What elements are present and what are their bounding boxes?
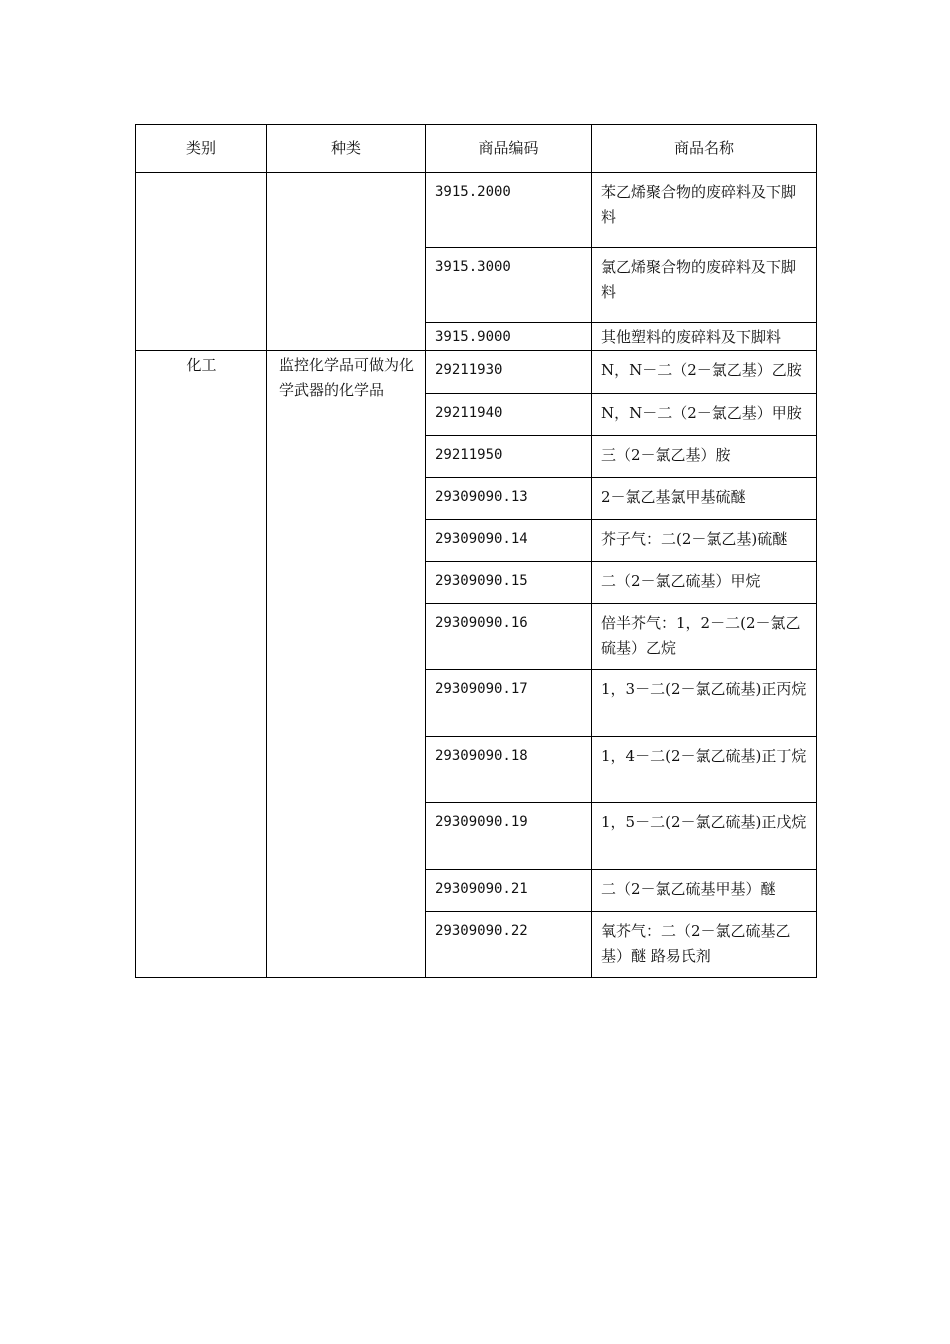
code-cell: 29309090.14 bbox=[426, 520, 592, 562]
code-cell: 29211950 bbox=[426, 436, 592, 478]
name-cell: 芥子气：二(2－氯乙基)硫醚 bbox=[592, 520, 817, 562]
header-category: 类别 bbox=[136, 125, 267, 173]
code-cell: 3915.2000 bbox=[426, 173, 592, 248]
name-cell: 2－氯乙基氯甲基硫醚 bbox=[592, 478, 817, 520]
code-cell: 29309090.18 bbox=[426, 737, 592, 803]
code-cell: 29309090.22 bbox=[426, 912, 592, 978]
name-cell: 1，4－二(2－氯乙硫基)正丁烷 bbox=[592, 737, 817, 803]
table-row bbox=[136, 173, 817, 248]
header-code: 商品编码 bbox=[426, 125, 592, 173]
name-cell: 1，5－二(2－氯乙硫基)正戊烷 bbox=[592, 803, 817, 870]
code-cell: 29309090.16 bbox=[426, 604, 592, 670]
name-cell: 倍半芥气：1，2－二(2－氯乙硫基）乙烷 bbox=[592, 604, 817, 670]
code-cell: 3915.9000 bbox=[426, 323, 592, 351]
code-cell: 29309090.17 bbox=[426, 670, 592, 737]
name-cell: 二（2－氯乙硫基甲基）醚 bbox=[592, 870, 817, 912]
code-cell: 29309090.13 bbox=[426, 478, 592, 520]
table-header-row bbox=[136, 125, 817, 173]
name-cell: 氧芥气：二（2－氯乙硫基乙基）醚 路易氏剂 bbox=[592, 912, 817, 978]
header-name: 商品名称 bbox=[592, 125, 817, 173]
category-cell-empty bbox=[136, 173, 267, 351]
name-cell: N，N－二（2－氯乙基）甲胺 bbox=[592, 394, 817, 436]
kind-cell: 监控化学品可做为化学武器的化学品 bbox=[267, 351, 426, 978]
header-kind: 种类 bbox=[267, 125, 426, 173]
code-cell: 3915.3000 bbox=[426, 248, 592, 323]
name-cell: 苯乙烯聚合物的废碎料及下脚料 bbox=[592, 173, 817, 248]
category-cell: 化工 bbox=[136, 351, 267, 978]
name-cell: 三（2－氯乙基）胺 bbox=[592, 436, 817, 478]
code-cell: 29211930 bbox=[426, 351, 592, 394]
name-cell: 氯乙烯聚合物的废碎料及下脚料 bbox=[592, 248, 817, 323]
name-cell: 其他塑料的废碎料及下脚料 bbox=[592, 323, 817, 351]
code-cell: 29211940 bbox=[426, 394, 592, 436]
name-cell: 1，3－二(2－氯乙硫基)正丙烷 bbox=[592, 670, 817, 737]
table-row bbox=[136, 351, 817, 394]
chemicals-table bbox=[135, 124, 817, 978]
code-cell: 29309090.21 bbox=[426, 870, 592, 912]
kind-cell-empty bbox=[267, 173, 426, 351]
name-cell: N，N－二（2－氯乙基）乙胺 bbox=[592, 351, 817, 394]
name-cell: 二（2－氯乙硫基）甲烷 bbox=[592, 562, 817, 604]
code-cell: 29309090.19 bbox=[426, 803, 592, 870]
code-cell: 29309090.15 bbox=[426, 562, 592, 604]
